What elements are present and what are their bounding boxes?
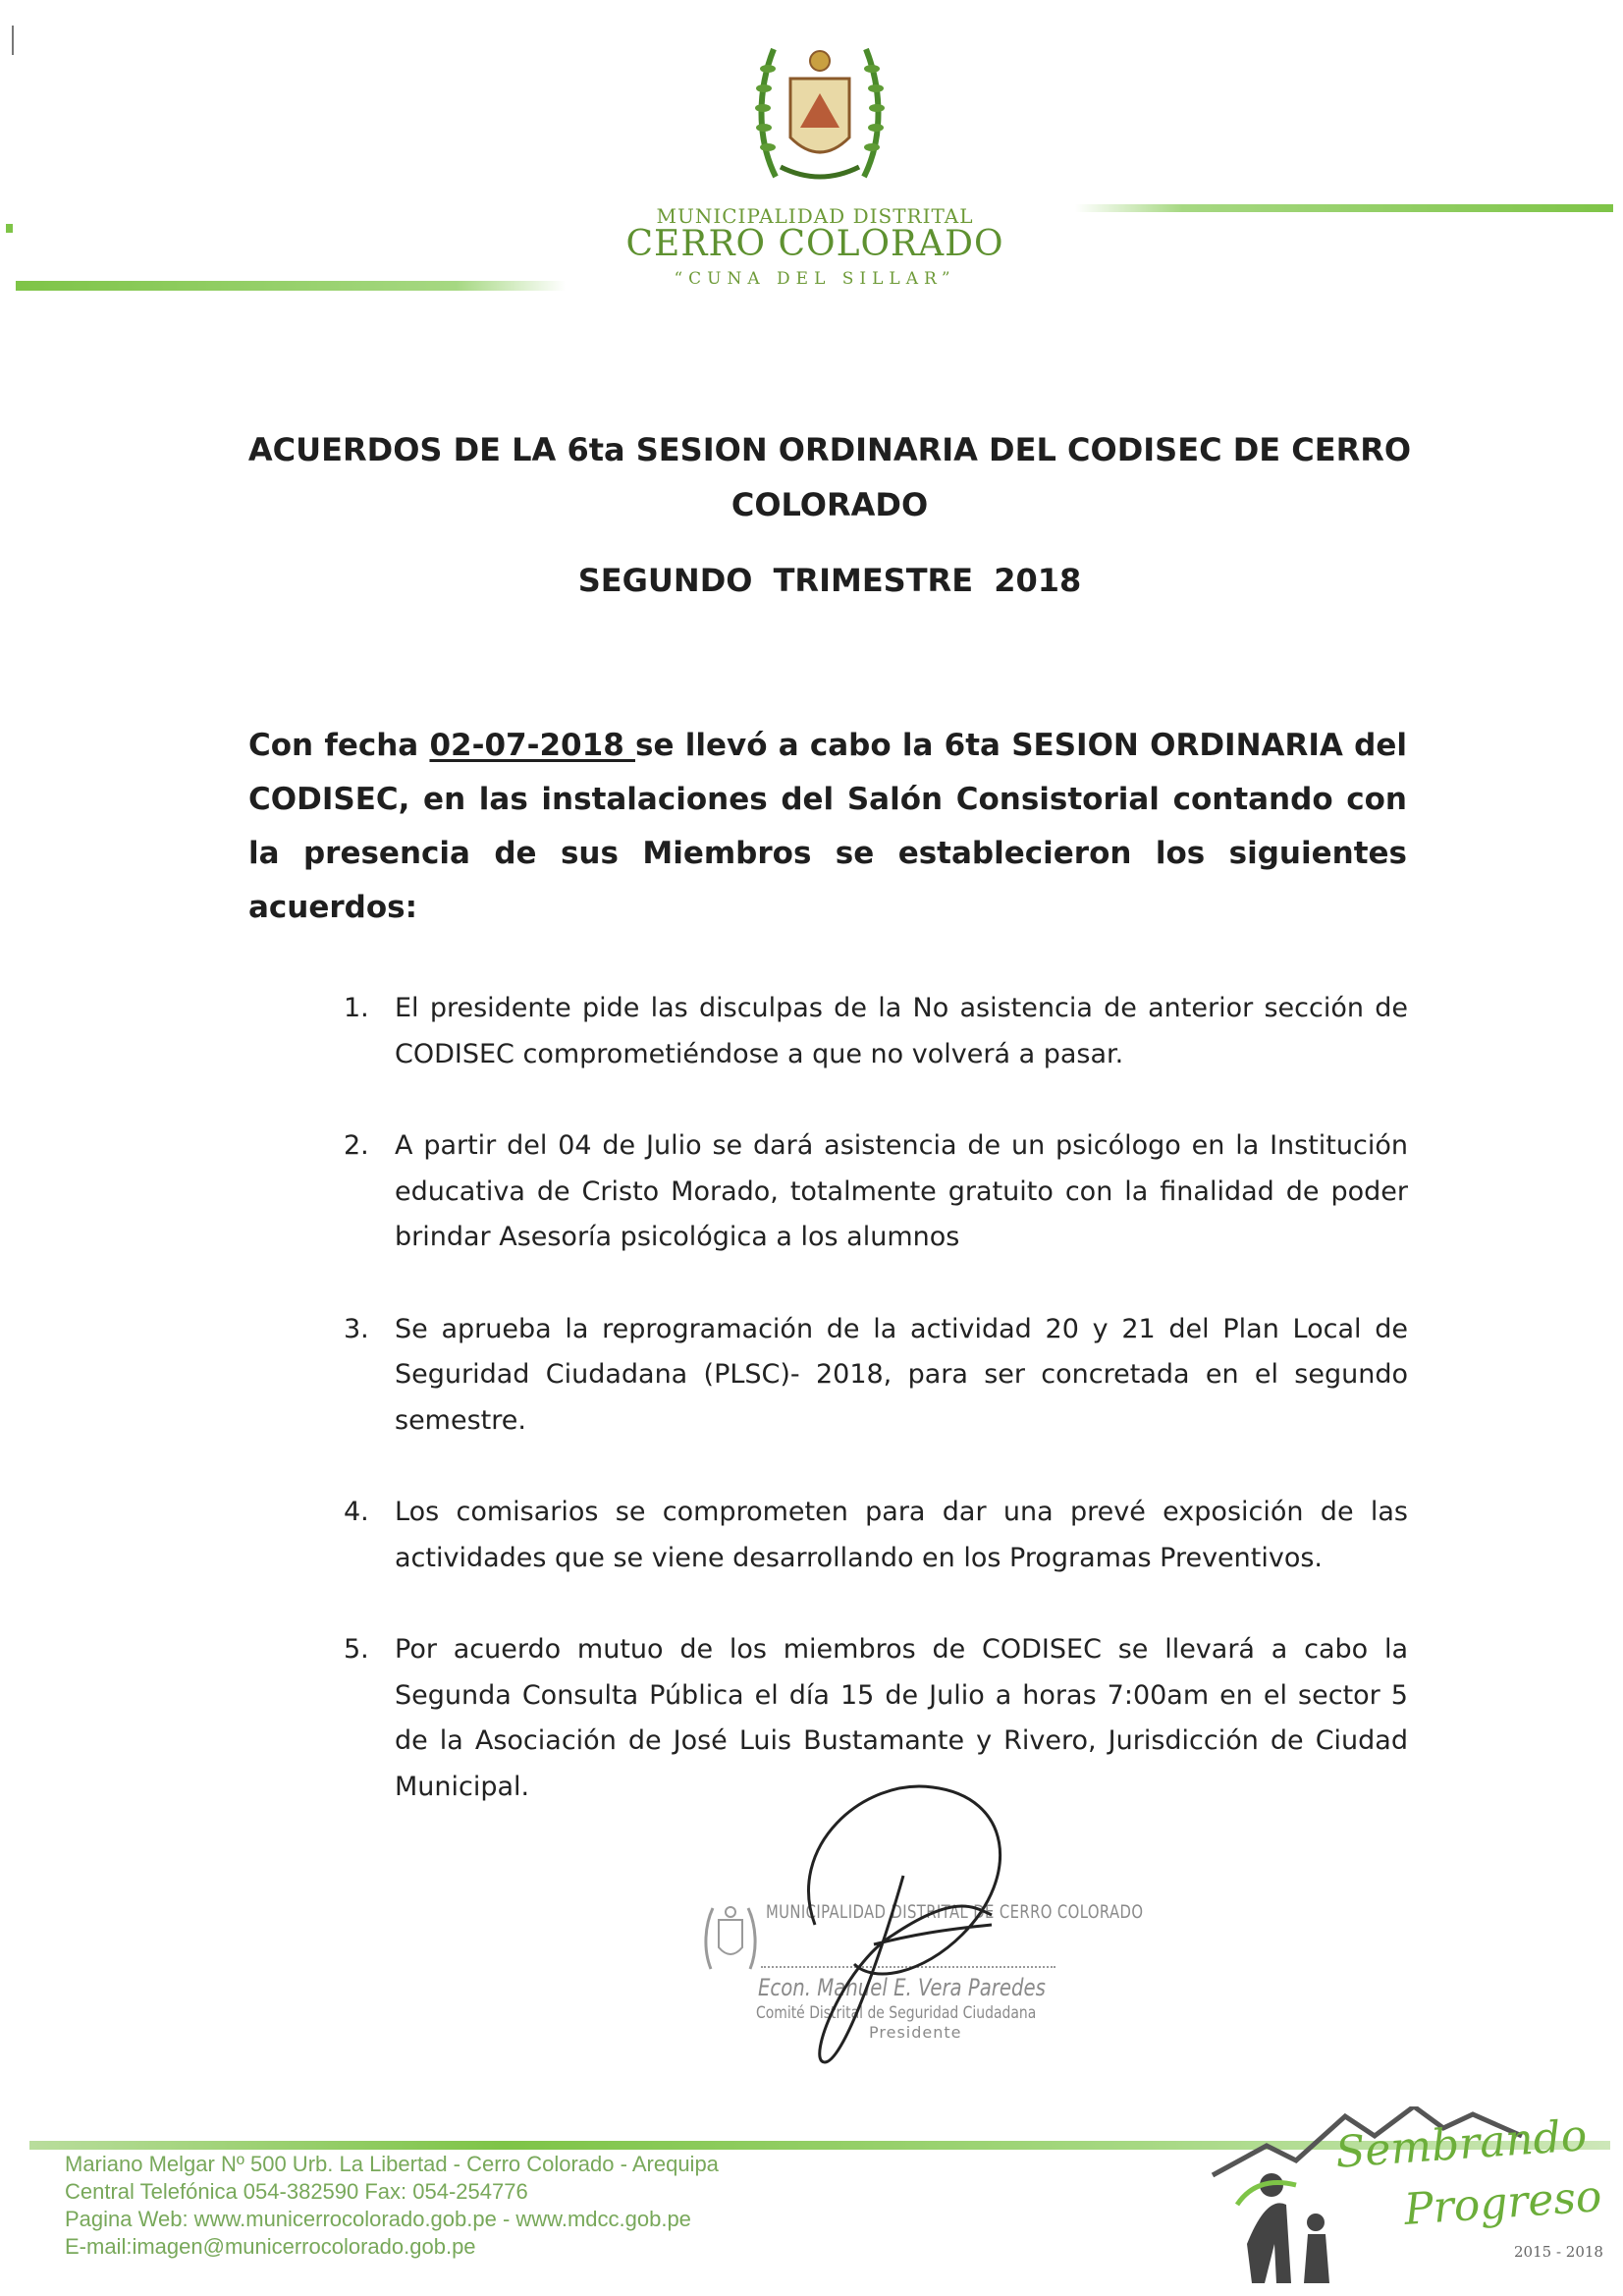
intro-paragraph <box>248 719 1407 935</box>
header-rule-left <box>16 281 566 291</box>
document-title: ACUERDOS DE LA 6ta SESION ORDINARIA DEL CODISEC DE CERRO COLORADO <box>247 431 1412 523</box>
logo-text-progreso: Progreso <box>1402 2171 1603 2235</box>
intro-text: se llevó a cabo la 6ta SESION ORDINARIA del CODISEC, en las instalaciones del Salón Consistorial contando con la presencia de sus Miembros se establecieron los siguientes acuerdos: <box>248 728 1408 925</box>
list-item: 1. El presidente pide las disculpas de la No asistencia de anterior sección de CODISEC comprometiéndose a que no volverá a pasar. <box>344 993 1408 1069</box>
list-item: 5. Por acuerdo mutuo de los miembros de CODISEC se llevará a cabo la Segunda Consulta Pública el día 15 de Julio a horas 7:00am en el sector 5 de la Asociación de José Luis Bustamante y Rivero, Jurisdicción de Ciudad Municipal. <box>344 1634 1408 1802</box>
footer-address: Mariano Melgar Nº 500 Urb. La Libertad - Cerro Colorado - Arequipa <box>65 2152 719 2176</box>
footer-contact <box>65 2151 719 2261</box>
footer-web: Pagina Web: www.municerrocolorado.gob.pe - www.mdcc.gob.pe <box>65 2207 691 2231</box>
scan-edge-dot <box>6 224 13 233</box>
footer-email: E-mail:imagen@municerrocolorado.gob.pe <box>65 2234 476 2259</box>
logo-text-sembrando: Sembrando <box>1333 2110 1589 2178</box>
handwritten-signature <box>785 1768 1080 2082</box>
session-date: 02-07-2018 <box>429 728 635 763</box>
scan-edge-mark <box>12 26 14 55</box>
municipal-crest-icon <box>746 29 893 196</box>
municipality-name: CERRO COLORADO <box>625 224 1004 264</box>
list-item: 4. Los comisarios se comprometen para dar una prevé exposición de las actividades que se viene desarrollando en los Programas Preventivos. <box>344 1497 1408 1573</box>
municipality-motto: “CUNA DEL SILLAR” <box>674 269 956 289</box>
header-rule-right <box>1075 204 1613 212</box>
footer-phone: Central Telefónica 054-382590 Fax: 054-254776 <box>65 2179 528 2204</box>
stamp-committee: Comité Distrital de Seguridad Ciudadana <box>756 2003 1037 2023</box>
stamp-institution: MUNICIPALIDAD DISTRITAL DE CERRO COLORADO <box>766 1901 1144 1923</box>
municipality-label: MUNICIPALIDAD DISTRITAL <box>656 204 974 228</box>
agreements-list <box>334 986 1408 1856</box>
logo-years: 2015 - 2018 <box>1514 2243 1603 2261</box>
document-subtitle: SEGUNDO TRIMESTRE 2018 <box>577 562 1082 599</box>
intro-prefix: Con fecha <box>248 728 430 763</box>
list-item: 3. Se aprueba la reprogramación de la actividad 20 y 21 del Plan Local de Seguridad Ciudadana (PLSC)- 2018, para ser concretada en el segundo semestre. <box>344 1313 1408 1436</box>
list-item: 2. A partir del 04 de Julio se dará asistencia de un psicólogo en la Institución educativa de Cristo Morado, totalmente gratuito con la finalidad de poder brindar Asesoría psicológica a los alumnos <box>344 1130 1408 1252</box>
stamp-crest-icon <box>703 1900 758 1975</box>
stamp-role: Presidente <box>869 2023 962 2042</box>
stamp-signer-name: Econ. Manuel E. Vera Paredes <box>758 1974 1046 2001</box>
